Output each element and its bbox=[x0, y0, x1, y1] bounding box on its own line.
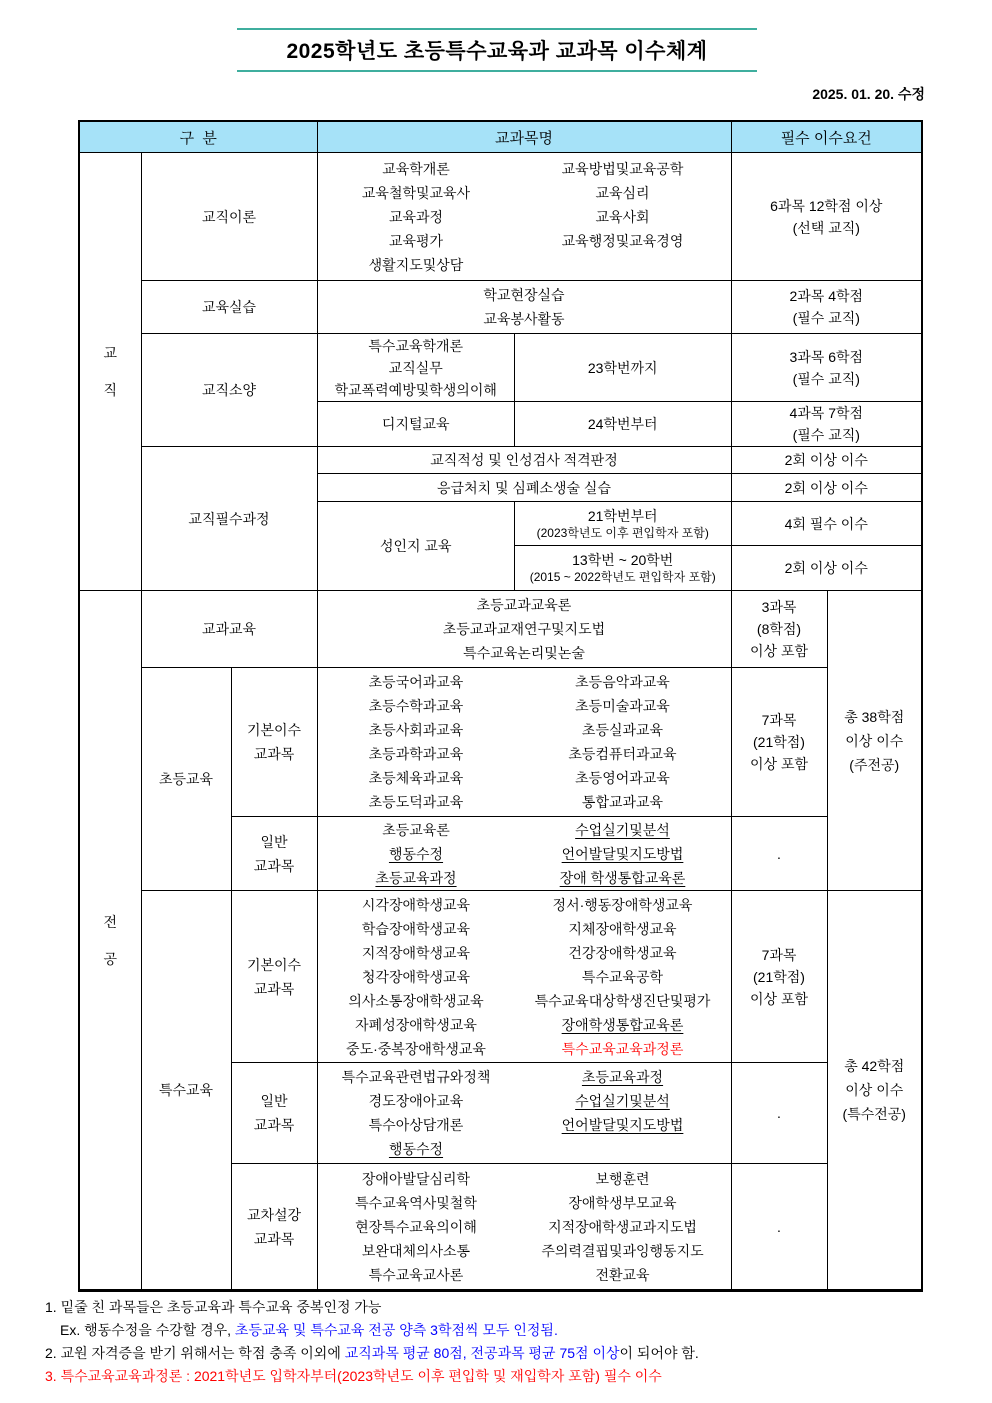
gender-cohort-2 bbox=[514, 546, 731, 591]
row-aptitude bbox=[79, 447, 922, 474]
label-gender-education: 성인지 교육 bbox=[317, 502, 514, 591]
label-special-cross bbox=[231, 1164, 317, 1291]
text-line: 교육평가 bbox=[388, 232, 444, 249]
text-line: 초등도덕과교육 bbox=[368, 794, 464, 810]
text-line: (21학점) bbox=[753, 734, 805, 750]
text-line: 교육심리 bbox=[595, 184, 650, 201]
text-line: 보완대체의사소통 bbox=[361, 1242, 471, 1259]
text-line: 수업실기및분석 bbox=[575, 1093, 670, 1109]
theory-subjects-columns bbox=[318, 157, 731, 277]
label-theory: 교직이론 bbox=[141, 153, 317, 281]
table-header-row bbox=[79, 121, 922, 153]
note-2-suffix: 이 되어야 함. bbox=[619, 1345, 699, 1361]
note-3-text: 3. 특수교육교육과정론 : 2021학년도 입학자부터(2023학년도 이후 편입학 및 재입학자 포함) 필수 이수 bbox=[45, 1368, 662, 1384]
label-practice: 교육실습 bbox=[141, 281, 317, 334]
text-line: (특수전공) bbox=[842, 1106, 906, 1122]
text-line: 교육봉사활동 bbox=[483, 311, 565, 327]
label-elementary: 초등교육 bbox=[141, 668, 231, 891]
text-line: 초등교과교재연구및지도법 bbox=[442, 621, 606, 637]
text-line: 특수교육학개론 bbox=[368, 337, 464, 354]
text-line: 3과목 6학점 bbox=[789, 348, 864, 365]
note-1-example bbox=[45, 1319, 699, 1342]
text-line: 학교폭력예방및학생의이해 bbox=[334, 381, 497, 398]
label-soyang: 교직소양 bbox=[141, 334, 317, 447]
section-jeongong-label bbox=[79, 591, 141, 1291]
text-line: 특수교육논리및논술 bbox=[463, 645, 585, 661]
text-line: 초등과학과교육 bbox=[368, 746, 464, 762]
note-1-text: 1. 밑줄 친 과목들은 초등교육과 특수교육 중복인정 가능 bbox=[45, 1299, 382, 1315]
text-line: 직 bbox=[103, 382, 118, 398]
text-line: 교과목 bbox=[253, 857, 295, 874]
text-line: 특수아상담개론 bbox=[368, 1117, 464, 1133]
document-title: 2025학년도 초등특수교육과 교과목 이수체계 bbox=[286, 40, 708, 63]
text-line: 7과목 bbox=[761, 712, 797, 728]
row-special-basic bbox=[79, 891, 922, 1063]
special-cross-right bbox=[515, 1167, 731, 1287]
text-line: 이상 이수 bbox=[845, 732, 904, 749]
text-line: (선택 교직) bbox=[792, 219, 860, 236]
text-line: 언어발달및지도방법 bbox=[561, 845, 684, 862]
label-special: 특수교육 bbox=[141, 891, 231, 1291]
text-line: 초등국어과교육 bbox=[368, 674, 464, 690]
text-line: 지적장애학생교육 bbox=[361, 944, 471, 961]
elementary-basic-left bbox=[318, 670, 515, 814]
text-line: (필수 교직) bbox=[792, 310, 860, 326]
firstaid-requirement: 2회 이상 이수 bbox=[731, 474, 922, 502]
label-elementary-general bbox=[231, 817, 317, 891]
label-required-course: 교직필수과정 bbox=[141, 447, 317, 591]
row-elementary-basic bbox=[79, 668, 922, 817]
text-line: 이상 포함 bbox=[750, 756, 808, 772]
special-total-requirement bbox=[827, 891, 922, 1291]
special-cross-subjects bbox=[317, 1164, 731, 1291]
text-line: 특수교육대상학생진단및평가 bbox=[534, 992, 711, 1009]
text-line: 3과목 bbox=[761, 599, 797, 615]
text-line: 4과목 7학점 bbox=[789, 405, 864, 421]
text-line: 의사소통장애학생교육 bbox=[348, 992, 484, 1009]
text-line: 디지털교육 bbox=[381, 416, 450, 432]
soyang-cohort-1: 23학번까지 bbox=[514, 334, 731, 402]
special-cross-left bbox=[318, 1167, 515, 1287]
text-line: 초등미술과교육 bbox=[575, 698, 670, 714]
gyogwa-requirement bbox=[731, 591, 827, 668]
text-line: 초등음악과교육 bbox=[575, 674, 670, 690]
note-2 bbox=[45, 1342, 699, 1365]
note-2-prefix: 2. 교원 자격증을 받기 위해서는 학점 충족 이외에 bbox=[45, 1345, 345, 1361]
text-line: 일반 bbox=[260, 833, 288, 850]
text-line: (2015 ~ 2022학년도 편입학자 포함) bbox=[529, 570, 716, 584]
text-line: 교과목 bbox=[253, 980, 295, 997]
text-line: 학교현장실습 bbox=[483, 287, 565, 303]
practice-subjects bbox=[317, 281, 731, 334]
note-1-example-highlight: 초등교육 및 특수교육 전공 양측 3학점씩 모두 인정됨. bbox=[234, 1322, 558, 1338]
special-general-right bbox=[515, 1065, 731, 1161]
theory-subjects-left bbox=[318, 157, 515, 277]
firstaid-subject: 응급처치 및 심폐소생술 실습 bbox=[317, 474, 731, 502]
text-line: 초등체육과교육 bbox=[368, 770, 464, 786]
special-general-requirement: . bbox=[731, 1063, 827, 1164]
row-soyang-1 bbox=[79, 334, 922, 402]
text-line: 지체장애학생교육 bbox=[568, 920, 677, 937]
elementary-basic-right bbox=[515, 670, 731, 814]
text-line: 초등교육과정 bbox=[375, 869, 457, 886]
row-practice bbox=[79, 281, 922, 334]
text-line: 초등실과교육 bbox=[581, 722, 664, 738]
text-line: 행동수정 bbox=[388, 1141, 444, 1157]
soyang-cohort-2: 24학번부터 bbox=[514, 402, 731, 447]
special-basic-requirement bbox=[731, 891, 827, 1063]
text-line: 특수교육교사론 bbox=[368, 1266, 464, 1283]
text-line: (8학점) bbox=[756, 621, 802, 637]
text-line: 이상 이수 bbox=[845, 1082, 904, 1098]
text-line: 교육철학및교육사 bbox=[361, 184, 471, 201]
title-block bbox=[237, 28, 757, 72]
text-line: 현장특수교육의이해 bbox=[355, 1218, 477, 1235]
gender-cohort-1 bbox=[514, 502, 731, 546]
text-line: 언어발달및지도방법 bbox=[561, 1117, 684, 1133]
text-line: (21학점) bbox=[753, 968, 805, 985]
text-line: 특수교육관련법규와정책 bbox=[341, 1069, 491, 1085]
text-line: 초등컴퓨터과교육 bbox=[568, 746, 677, 762]
aptitude-subject: 교직적성 및 인성검사 적격판정 bbox=[317, 447, 731, 474]
special-basic-left bbox=[318, 893, 515, 1061]
gyogwa-subjects bbox=[317, 591, 731, 668]
text-line: 이상 포함 bbox=[750, 990, 808, 1007]
text-line: 초등수학과교육 bbox=[368, 698, 464, 714]
text-line: 통합교과교육 bbox=[581, 794, 664, 810]
text-line: 전 bbox=[103, 913, 118, 930]
row-theory bbox=[79, 153, 922, 281]
text-line: 2과목 4학점 bbox=[789, 288, 864, 304]
special-cross-columns bbox=[318, 1167, 731, 1287]
text-line: 자폐성장애학생교육 bbox=[355, 1016, 477, 1033]
text-line: 교과목 bbox=[253, 1117, 295, 1133]
text-line: 기본이수 bbox=[246, 956, 302, 973]
text-line: 중도·중복장애학생교육 bbox=[346, 1040, 486, 1057]
header-subject-name: 교과목명 bbox=[317, 121, 731, 153]
text-line: 장애 학생통합교육론 bbox=[559, 869, 686, 886]
label-elementary-basic bbox=[231, 668, 317, 817]
text-line: 초등사회과교육 bbox=[368, 722, 464, 738]
gender-requirement-1: 4회 필수 이수 bbox=[731, 502, 922, 546]
text-line: (주전공) bbox=[849, 756, 900, 773]
note-1 bbox=[45, 1296, 699, 1319]
special-basic-right bbox=[515, 893, 731, 1061]
soyang-subjects-1 bbox=[317, 334, 514, 402]
text-line: 교육사회 bbox=[595, 208, 650, 225]
special-basic-subjects bbox=[317, 891, 731, 1063]
elementary-total-requirement bbox=[827, 591, 922, 891]
text-line: 교육과정 bbox=[388, 208, 444, 225]
soyang-requirement-1 bbox=[731, 334, 922, 402]
text-line: 장애학생부모교육 bbox=[568, 1194, 677, 1211]
text-line: 초등교과교육론 bbox=[476, 597, 572, 613]
text-line: 기본이수 bbox=[246, 722, 302, 738]
text-line: 특수교육공학 bbox=[581, 968, 664, 985]
header-requirement: 필수 이수요건 bbox=[731, 121, 922, 153]
elementary-general-requirement: . bbox=[731, 817, 827, 891]
text-line: 초등영어과교육 bbox=[575, 770, 670, 786]
theory-subjects-right bbox=[515, 157, 731, 277]
text-line: 교육행정및교육경영 bbox=[561, 232, 684, 249]
text-line: 생활지도및상담 bbox=[368, 256, 464, 273]
elementary-general-right bbox=[515, 818, 731, 890]
text-line: 주의력결핍및과잉행동지도 bbox=[541, 1242, 704, 1259]
text-line: 교육학개론 bbox=[382, 160, 450, 177]
text-line: 6과목 12학점 이상 bbox=[770, 197, 883, 214]
text-line: 13학번 ~ 20학번 bbox=[572, 552, 674, 568]
gender-requirement-2: 2회 이상 이수 bbox=[731, 546, 922, 591]
special-general-left bbox=[318, 1065, 515, 1161]
label-special-basic bbox=[231, 891, 317, 1063]
elementary-basic-requirement bbox=[731, 668, 827, 817]
text-line: 지적장애학생교과지도법 bbox=[548, 1218, 697, 1235]
special-general-subjects bbox=[317, 1063, 731, 1164]
elementary-general-left bbox=[318, 818, 515, 890]
text-line: (2023학년도 이후 편입학자 포함) bbox=[536, 525, 709, 540]
practice-requirement bbox=[731, 281, 922, 334]
text-line: 이상 포함 bbox=[750, 643, 808, 659]
note-2-highlight: 교직과목 평균 80점, 전공과목 평균 75점 이상 bbox=[344, 1345, 620, 1361]
text-line: (필수 교직) bbox=[792, 370, 860, 387]
text-line: 학습장애학생교육 bbox=[361, 920, 471, 937]
text-line: 7과목 bbox=[761, 946, 797, 963]
text-line: 수업실기및분석 bbox=[575, 821, 670, 838]
elementary-general-columns bbox=[318, 818, 731, 890]
text-line: 경도장애아교육 bbox=[368, 1093, 464, 1109]
text-line: 일반 bbox=[260, 1093, 288, 1109]
text-line: 특수교육교육과정론 bbox=[561, 1040, 684, 1057]
curriculum-table bbox=[78, 120, 923, 1292]
aptitude-requirement: 2회 이상 이수 bbox=[731, 447, 922, 474]
special-cross-requirement: . bbox=[731, 1164, 827, 1291]
text-line: 장애아발달심리학 bbox=[361, 1170, 471, 1187]
elementary-basic-columns bbox=[318, 670, 731, 814]
theory-subjects bbox=[317, 153, 731, 281]
text-line: 전환교육 bbox=[595, 1266, 650, 1283]
elementary-general-subjects bbox=[317, 817, 731, 891]
text-line: 정서·행동장애학생교육 bbox=[552, 896, 693, 913]
label-special-general bbox=[231, 1063, 317, 1164]
footnotes bbox=[45, 1296, 699, 1388]
theory-requirement bbox=[731, 153, 922, 281]
text-line: 교육방법및교육공학 bbox=[561, 160, 684, 177]
text-line: 교차설강 bbox=[246, 1206, 302, 1223]
text-line: 특수교육역사및철학 bbox=[355, 1194, 477, 1211]
text-line: 초등교육론 bbox=[382, 821, 450, 838]
elementary-basic-subjects bbox=[317, 668, 731, 817]
text-line: (필수 교직) bbox=[792, 427, 860, 443]
header-category: 구 분 bbox=[79, 121, 317, 153]
soyang-requirement-2 bbox=[731, 402, 922, 447]
text-line: 시각장애학생교육 bbox=[361, 896, 471, 913]
text-line: 청각장애학생교육 bbox=[361, 968, 471, 985]
revision-date: 2025. 01. 20. 수정 bbox=[812, 86, 925, 102]
label-gyogwa: 교과교육 bbox=[141, 591, 317, 668]
special-basic-columns bbox=[318, 893, 731, 1061]
text-line: 장애학생통합교육론 bbox=[561, 1016, 684, 1033]
text-line: 교과목 bbox=[253, 746, 295, 762]
text-line: 초등교육과정 bbox=[581, 1069, 664, 1085]
text-line: 21학번부터 bbox=[587, 507, 658, 524]
section-gyojik-label bbox=[79, 153, 141, 591]
text-line: 행동수정 bbox=[388, 845, 444, 862]
note-3 bbox=[45, 1365, 699, 1388]
text-line: 공 bbox=[103, 950, 118, 967]
text-line: 총 42학점 bbox=[844, 1058, 905, 1074]
special-general-columns bbox=[318, 1065, 731, 1161]
text-line: 교과목 bbox=[253, 1230, 295, 1247]
text-line: 건강장애학생교육 bbox=[568, 944, 677, 961]
soyang-subjects-2 bbox=[317, 402, 514, 447]
text-line: 총 38학점 bbox=[844, 708, 905, 725]
text-line: 교 bbox=[103, 345, 118, 361]
note-1-example-prefix: Ex. 행동수정을 수강할 경우, bbox=[60, 1322, 235, 1338]
text-line: 보행훈련 bbox=[595, 1170, 650, 1187]
row-gyogwa bbox=[79, 591, 922, 668]
text-line: 교직실무 bbox=[388, 359, 443, 376]
